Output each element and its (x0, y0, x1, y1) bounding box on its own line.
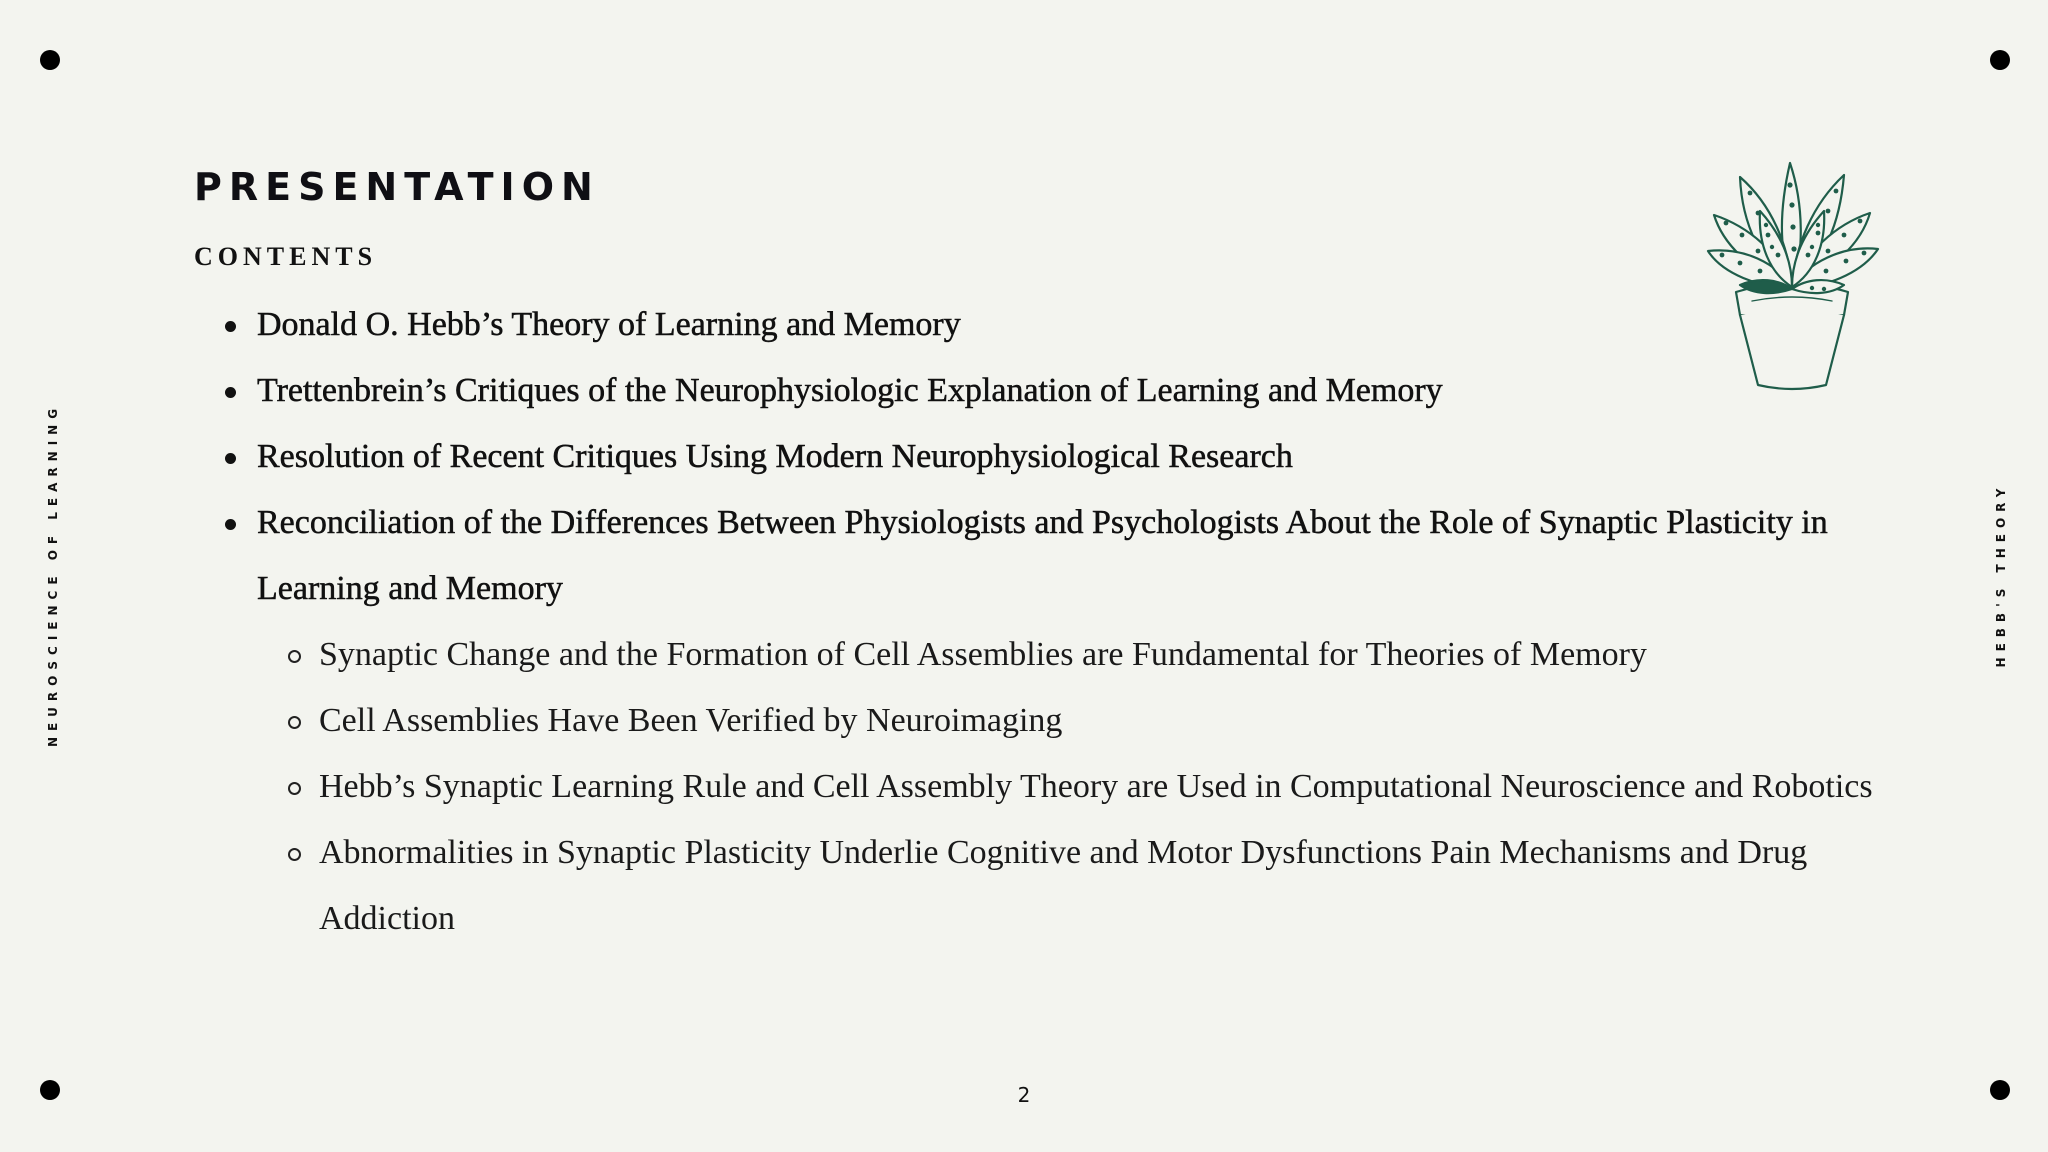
hollow-bullet-icon (288, 650, 301, 663)
bullet-icon (225, 519, 236, 530)
slide-title: PRESENTATION (194, 165, 600, 209)
bullet-icon (225, 321, 236, 332)
contents-item-text: Reconciliation of the Differences Between Physiologists and Psychologists About the Role of Synaptic Plasticity in Learning and Memory (257, 504, 1828, 607)
contents-subitem (194, 622, 1884, 688)
contents-subitem (194, 754, 1884, 820)
contents-subitem-text: Cell Assemblies Have Been Verified by Neuroimaging (319, 702, 1063, 739)
left-side-label: NEUROSCIENCE OF LEARNING (46, 402, 60, 748)
slide-subtitle: CONTENTS (194, 242, 378, 271)
hollow-bullet-icon (288, 716, 301, 729)
contents-item (194, 292, 1884, 358)
contents-subitem (194, 688, 1884, 754)
hollow-bullet-icon (288, 848, 301, 861)
bullet-icon (225, 453, 236, 464)
corner-dot-top-right (1990, 50, 2010, 70)
contents-item-text: Trettenbrein’s Critiques of the Neurophysiologic Explanation of Learning and Memory (257, 372, 1443, 409)
contents-subitem-text: Hebb’s Synaptic Learning Rule and Cell Assembly Theory are Used in Computational Neuroscience and Robotics (319, 768, 1873, 805)
contents-subitem-text: Synaptic Change and the Formation of Cell Assemblies are Fundamental for Theories of Memory (319, 636, 1647, 673)
potted-succulent-icon (1700, 155, 1884, 395)
contents-subitem-text: Abnormalities in Synaptic Plasticity Underlie Cognitive and Motor Dysfunctions Pain Mechanisms and Drug Addiction (319, 834, 1808, 937)
contents-item-text: Resolution of Recent Critiques Using Modern Neurophysiological Research (257, 438, 1293, 475)
right-side-label: HEBB'S THEORY (1994, 482, 2008, 668)
corner-dot-bottom-right (1990, 1080, 2010, 1100)
contents-item (194, 490, 1884, 622)
contents-item (194, 358, 1884, 424)
pot-body (1740, 315, 1844, 389)
contents-subitem (194, 820, 1884, 952)
contents-list (194, 292, 1884, 952)
hollow-bullet-icon (288, 782, 301, 795)
corner-dot-top-left (40, 50, 60, 70)
contents-item-text: Donald O. Hebb’s Theory of Learning and Memory (257, 306, 961, 343)
contents-item (194, 424, 1884, 490)
page-number: 2 (1017, 1083, 1031, 1107)
corner-dot-bottom-left (40, 1080, 60, 1100)
bullet-icon (225, 387, 236, 398)
